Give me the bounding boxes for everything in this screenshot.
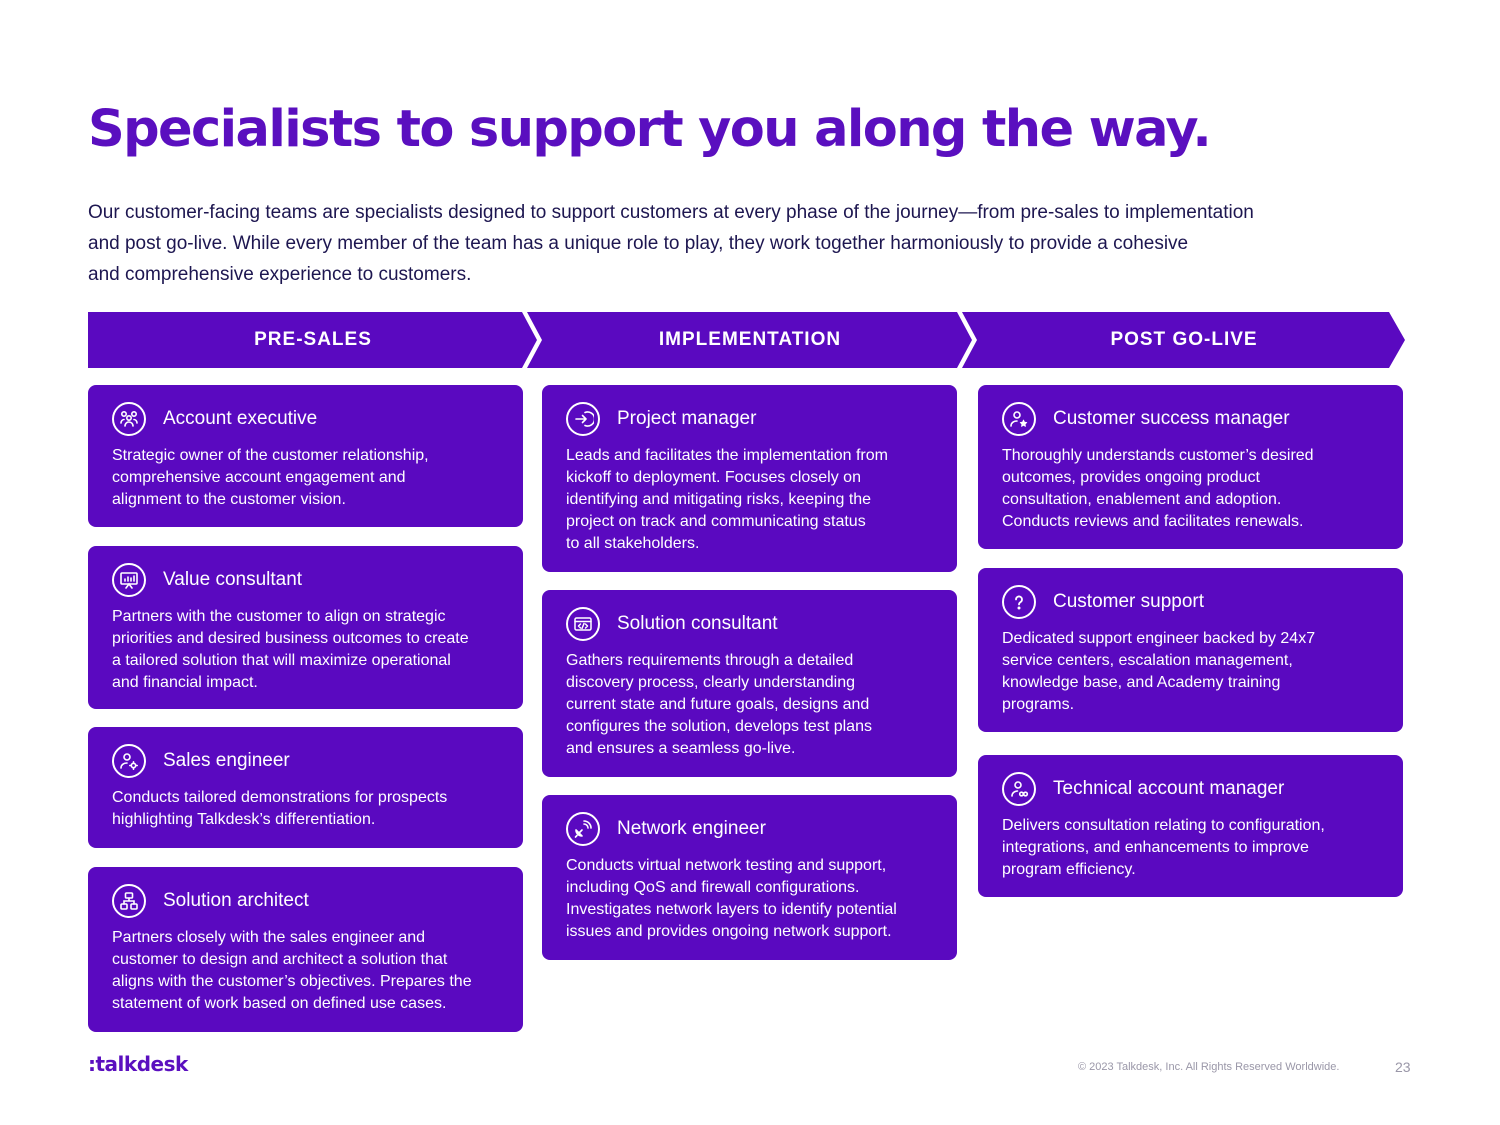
hierarchy-icon	[112, 884, 146, 918]
card-title: Sales engineer	[163, 750, 290, 771]
card-description	[566, 855, 943, 943]
card-line: priorities and desired business outcomes to create	[112, 630, 469, 647]
user-gear-icon	[112, 744, 146, 778]
card-title: Project manager	[617, 408, 757, 429]
card-title: Account executive	[163, 408, 318, 429]
card-line: Leads and facilitates the implementation from	[566, 447, 888, 464]
page-number: 23	[1395, 1059, 1411, 1075]
card-line: outcomes, provides ongoing product	[1002, 469, 1260, 486]
card-account-executive	[88, 385, 523, 527]
card-title: Customer success manager	[1053, 408, 1290, 429]
question-mark-icon	[1002, 585, 1036, 619]
card-description	[1002, 445, 1389, 533]
card-title: Network engineer	[617, 818, 766, 839]
user-star-icon	[1002, 402, 1036, 436]
intro-line: and comprehensive experience to customers.	[88, 264, 472, 285]
card-line: identifying and mitigating risks, keeping the	[566, 491, 872, 508]
card-line: aligns with the customer’s objectives. Prepares the	[112, 973, 472, 990]
card-line: statement of work based on defined use cases.	[112, 995, 447, 1012]
intro-line: Our customer-facing teams are specialists designed to support customers at every phase of the journey—from pre-sales to implementation	[88, 202, 1254, 223]
card-line: consultation, enablement and adoption.	[1002, 491, 1282, 508]
card-line: Partners closely with the sales engineer and	[112, 929, 426, 946]
card-line: issues and provides ongoing network support.	[566, 923, 892, 940]
card-line: Thoroughly understands customer’s desired	[1002, 447, 1314, 464]
phase-label: PRE-SALES	[254, 329, 372, 350]
card-description	[112, 927, 509, 1015]
code-window-icon	[566, 607, 600, 641]
card-customer-success-manager	[978, 385, 1403, 549]
card-description	[112, 445, 509, 511]
copyright-notice: © 2023 Talkdesk, Inc. All Rights Reserved Worldwide.	[1078, 1061, 1340, 1073]
card-title: Customer support	[1053, 591, 1205, 612]
card-line: project on track and communicating status	[566, 513, 866, 530]
card-line: Gathers requirements through a detailed	[566, 652, 854, 669]
phase-label: POST GO-LIVE	[1110, 329, 1258, 350]
card-line: a tailored solution that will maximize operational	[112, 652, 451, 669]
card-line: alignment to the customer vision.	[112, 491, 346, 508]
card-line: Conducts tailored demonstrations for prospects	[112, 789, 448, 806]
card-solution-architect	[88, 867, 523, 1032]
card-line: and financial impact.	[112, 674, 258, 691]
card-description	[566, 650, 943, 760]
card-description	[566, 445, 943, 555]
card-line: Conducts virtual network testing and support,	[566, 857, 887, 874]
card-customer-support	[978, 568, 1403, 732]
card-line: and ensures a seamless go-live.	[566, 740, 796, 757]
card-line: programs.	[1002, 696, 1075, 713]
card-title: Solution architect	[163, 890, 309, 911]
presentation-chart-icon	[112, 563, 146, 597]
user-link-icon	[1002, 772, 1036, 806]
intro-line: and post go-live. While every member of the team has a unique role to play, they work together harmoniously to provide a cohesive	[88, 233, 1189, 254]
page-title: Specialists to support you along the way.	[88, 100, 1211, 159]
card-line: Investigates network layers to identify potential	[566, 901, 897, 918]
phase-post-go-live	[962, 312, 1406, 368]
card-line: Dedicated support engineer backed by 24x7	[1002, 630, 1316, 647]
card-title: Value consultant	[163, 569, 303, 590]
card-line: configures the solution, develops test plans	[566, 718, 872, 735]
phase-label: IMPLEMENTATION	[658, 329, 842, 350]
card-title: Technical account manager	[1053, 778, 1285, 799]
card-solution-consultant	[542, 590, 957, 777]
card-line: Conducts reviews and facilitates renewals.	[1002, 513, 1304, 530]
card-description	[112, 606, 509, 694]
card-technical-account-manager	[978, 755, 1403, 897]
card-line: integrations, and enhancements to improve	[1002, 839, 1309, 856]
card-line: knowledge base, and Academy training	[1002, 674, 1281, 691]
card-sales-engineer	[88, 727, 523, 848]
card-line: Strategic owner of the customer relationship,	[112, 447, 429, 464]
card-value-consultant	[88, 546, 523, 709]
card-line: comprehensive account engagement and	[112, 469, 406, 486]
card-line: Delivers consultation relating to configuration,	[1002, 817, 1325, 834]
phase-implementation	[527, 312, 973, 368]
card-line: including QoS and firewall configurations.	[566, 879, 860, 896]
arrow-in-circle-icon	[566, 402, 600, 436]
team-icon	[112, 402, 146, 436]
card-line: to all stakeholders.	[566, 535, 700, 552]
satellite-dish-icon	[566, 812, 600, 846]
card-line: customer to design and architect a solution that	[112, 951, 448, 968]
card-line: service centers, escalation management,	[1002, 652, 1293, 669]
card-line: highlighting Talkdesk’s differentiation.	[112, 811, 376, 828]
talkdesk-logo: :talkdesk	[88, 1052, 188, 1076]
phase-pre-sales	[88, 312, 538, 368]
card-description	[112, 787, 509, 831]
card-project-manager	[542, 385, 957, 572]
card-line: discovery process, clearly understanding	[566, 674, 856, 691]
card-line: kickoff to deployment. Focuses closely on	[566, 469, 861, 486]
card-line: program efficiency.	[1002, 861, 1136, 878]
card-description	[1002, 628, 1389, 716]
intro-paragraph	[88, 197, 1418, 290]
card-title: Solution consultant	[617, 613, 778, 634]
card-line: current state and future goals, designs and	[566, 696, 870, 713]
card-network-engineer	[542, 795, 957, 960]
card-line: Partners with the customer to align on strategic	[112, 608, 446, 625]
card-description	[1002, 815, 1389, 881]
